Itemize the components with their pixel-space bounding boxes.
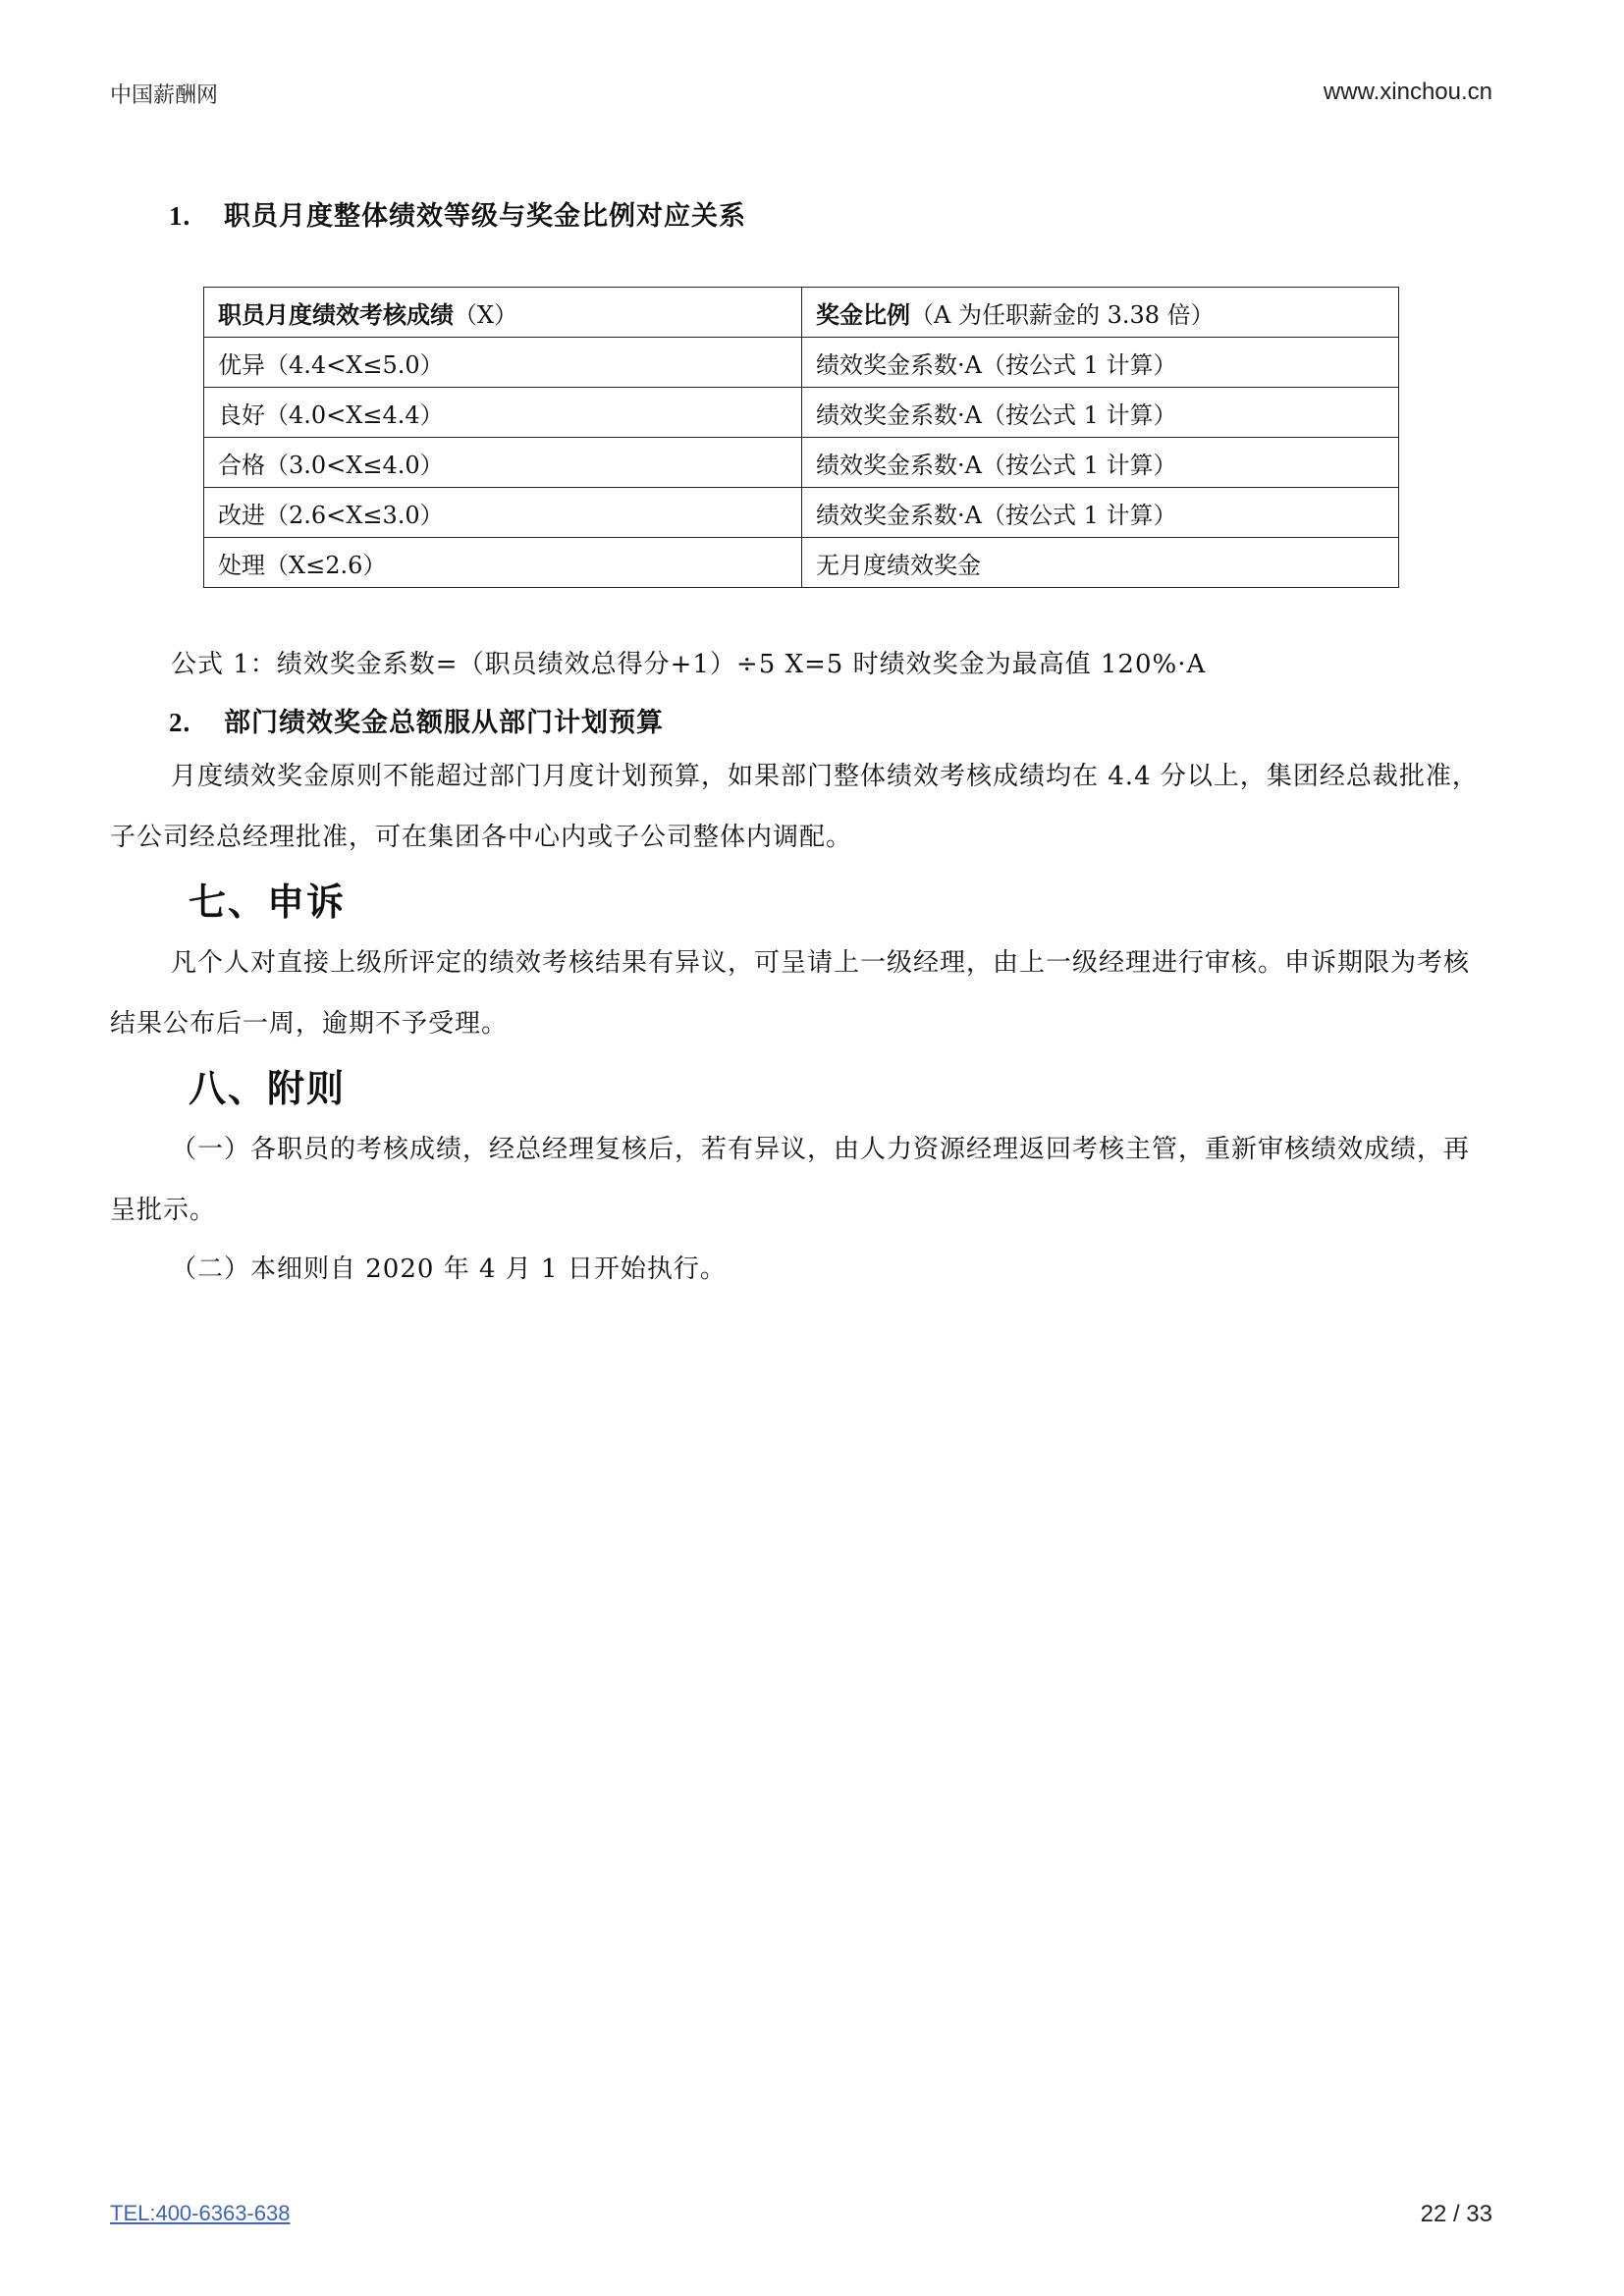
section1-heading — [169, 194, 746, 233]
table-header-ratio: 奖金比例（A 为任职薪金的 3.38 倍） — [802, 288, 1399, 338]
ratio-cell: 绩效奖金系数·A（按公式 1 计算） — [802, 438, 1399, 488]
section2-title: 部门绩效奖金总额服从部门计划预算 — [224, 708, 664, 738]
ratio-cell: 绩效奖金系数·A（按公式 1 计算） — [802, 338, 1399, 388]
table-row — [204, 488, 1399, 538]
appeal-paragraph: 凡个人对直接上级所评定的绩效考核结果有异议，可呈请上一级经理，由上一级经理进行审核。申诉期限为考核结果公布后一周，逾期不予受理。 — [110, 948, 1471, 1039]
site-name: 中国薪酬网 — [110, 82, 219, 107]
section2-heading — [169, 701, 664, 739]
appeal-title: 七、申诉 — [189, 881, 347, 924]
grade-cell: 优异（4.4<X≤5.0） — [204, 338, 802, 388]
site-url: www.xinchou.cn — [1323, 79, 1492, 105]
section2-number: 2. — [169, 708, 191, 737]
supplementary-paragraph-2: （二）本细则自 2020 年 4 月 1 日开始执行。 — [171, 1255, 727, 1284]
table-row — [204, 438, 1399, 488]
table-row — [204, 538, 1399, 588]
section1-number: 1. — [169, 201, 191, 231]
page-number: 22 / 33 — [1420, 2201, 1492, 2227]
ratio-cell: 绩效奖金系数·A（按公式 1 计算） — [802, 388, 1399, 438]
section1-title: 职员月度整体绩效等级与奖金比例对应关系 — [224, 201, 746, 232]
table-header-row — [204, 288, 1399, 338]
grade-bonus-table — [203, 287, 1399, 588]
table-row — [204, 388, 1399, 438]
grade-cell: 合格（3.0<X≤4.0） — [204, 438, 802, 488]
grade-cell: 处理（X≤2.6） — [204, 538, 802, 588]
grade-cell: 良好（4.0<X≤4.4） — [204, 388, 802, 438]
ratio-cell: 绩效奖金系数·A（按公式 1 计算） — [802, 488, 1399, 538]
supplementary-paragraph-1: （一）各职员的考核成绩，经总经理复核后，若有异议，由人力资源经理返回考核主管，重新审核绩效成绩，再呈批示。 — [110, 1135, 1471, 1225]
section2-paragraph: 月度绩效奖金原则不能超过部门月度计划预算，如果部门整体绩效考核成绩均在 4.4 分以上，集团经总裁批准，子公司经总经理批准，可在集团各中心内或子公司整体内调配。 — [110, 762, 1479, 852]
formula-text: 公式 1：绩效奖金系数=（职员绩效总得分+1）÷5 X=5 时绩效奖金为最高值 120%·A — [171, 650, 1207, 679]
table-row — [204, 338, 1399, 388]
supplementary-title: 八、附则 — [189, 1067, 347, 1110]
footer-tel[interactable]: TEL:400-6363-638 — [110, 2201, 291, 2225]
table-header-grade: 职员月度绩效考核成绩（X） — [204, 288, 802, 338]
grade-cell: 改进（2.6<X≤3.0） — [204, 488, 802, 538]
ratio-cell: 无月度绩效奖金 — [802, 538, 1399, 588]
